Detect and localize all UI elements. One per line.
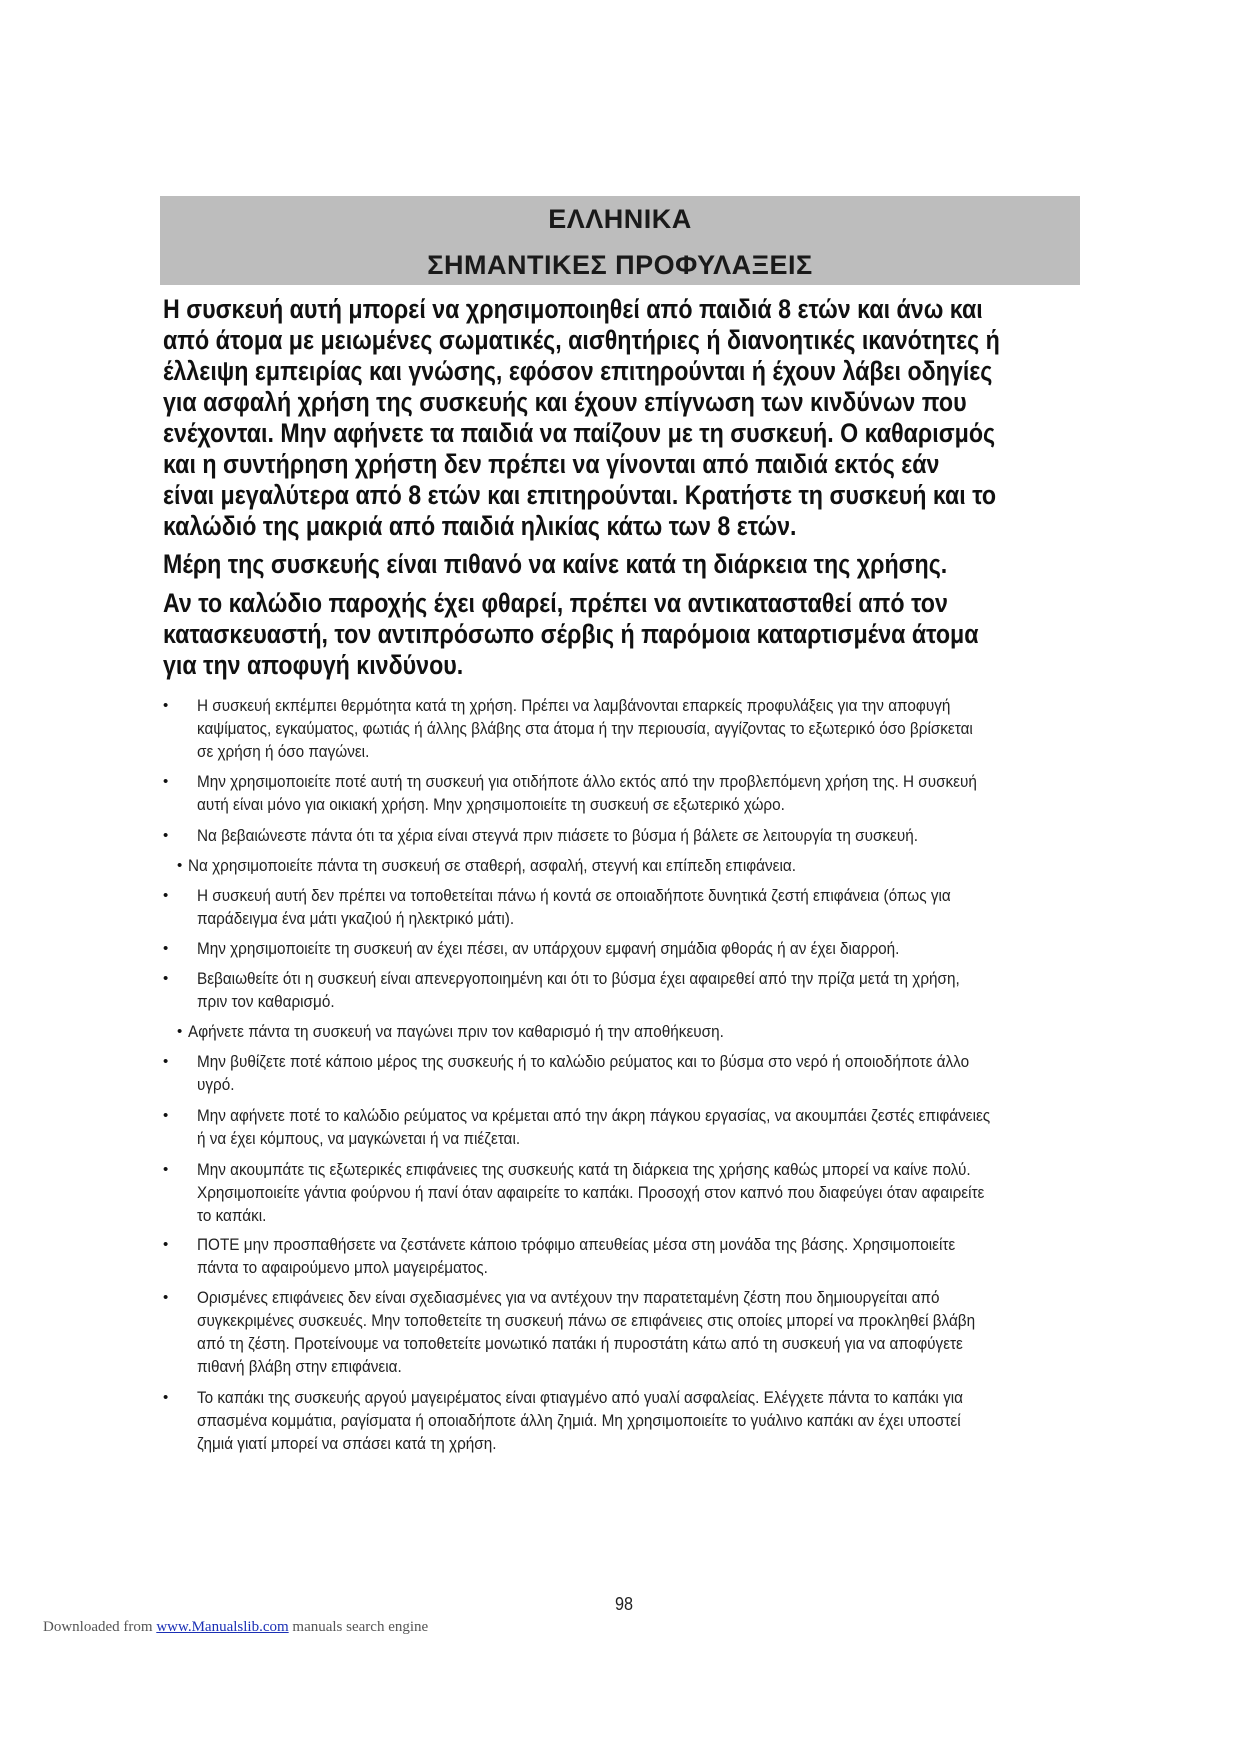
- bullet-icon: •: [163, 1389, 169, 1406]
- bullet-line: από τη ζέστη. Προτείνουμε να τοποθετείτε μονωτικό πατάκι ή πυροστάτη κάτω από τη συσκευή για να αποφύγετε: [197, 1334, 963, 1353]
- intro-line: έλλειψη εμπειρίας και γνώσης, εφόσον επιτηρούνται ή έχουν λάβει οδηγίες: [163, 356, 993, 386]
- bullet-icon: •: [163, 887, 169, 904]
- bullet-line: καψίματος, εγκαύματος, φωτιάς ή άλλης βλάβης στα άτομα ή την περιουσία, αγγίζοντας το εξωτερικό όσο βρίσκεται: [197, 719, 973, 738]
- bullet-line: συγκεκριμένες συσκευές. Μην τοποθετείτε τη συσκευή πάνω σε επιφάνειες στις οποίες μπορεί να προκληθεί βλάβη: [197, 1311, 976, 1330]
- intro-line: καλώδιό της μακριά από παιδιά ηλικίας κάτω των 8 ετών.: [163, 511, 797, 541]
- bullet-line: ζημιά γιατί μπορεί να σπάσει κατά τη χρήση.: [197, 1434, 497, 1453]
- bullet-icon: •: [177, 857, 183, 874]
- bullet-line: υγρό.: [197, 1075, 235, 1094]
- bullet-line: Να βεβαιώνεστε πάντα ότι τα χέρια είναι στεγνά πριν πιάσετε το βύσμα ή βάλετε σε λειτουργία τη συσκευή.: [197, 826, 919, 845]
- bullet-icon: •: [163, 1236, 169, 1253]
- section-title: ΣΗΜΑΝΤΙΚΕΣ ΠΡΟΦΥΛΑΞΕΙΣ: [427, 250, 813, 280]
- bullet-line: Μην ακουμπάτε τις εξωτερικές επιφάνειες της συσκευής κατά τη διάρκεια της χρήσης καθώς μπορεί να καίνε πολύ.: [197, 1160, 971, 1179]
- bullet-icon: •: [163, 970, 169, 987]
- bullet-line: αυτή είναι μόνο για οικιακή χρήση. Μην χρησιμοποιείτε τη συσκευή σε εξωτερικό χώρο.: [197, 795, 785, 814]
- download-footer: [43, 1619, 428, 1636]
- intro-paragraph: [163, 549, 1075, 580]
- bullet-line: Να χρησιμοποιείτε πάντα τη συσκευή σε σταθερή, ασφαλή, στεγνή και επίπεδη επιφάνεια.: [188, 856, 796, 875]
- bullet-line: Αφήνετε πάντα τη συσκευή να παγώνει πριν τον καθαρισμό ή την αποθήκευση.: [188, 1022, 724, 1041]
- bullet-icon: •: [163, 827, 169, 844]
- bullet-line: Η συσκευή εκπέμπει θερμότητα κατά τη χρήση. Πρέπει να λαμβάνονται επαρκείς προφυλάξεις για την αποφυγή: [197, 696, 951, 715]
- page-number: 98: [615, 1594, 634, 1614]
- intro-line: Η συσκευή αυτή μπορεί να χρησιμοποιηθεί από παιδιά 8 ετών και άνω και: [163, 294, 983, 324]
- manualslib-link[interactable]: www.Manualslib.com: [156, 1619, 289, 1635]
- bullet-line: Βεβαιωθείτε ότι η συσκευή είναι απενεργοποιημένη και ότι το βύσμα έχει αφαιρεθεί από την πρίζα μετά τη χρήση,: [197, 969, 960, 988]
- intro-line: Μέρη της συσκευής είναι πιθανό να καίνε κατά τη διάρκεια της χρήσης.: [163, 549, 948, 579]
- bullet-icon: •: [177, 1023, 183, 1040]
- bullet-icon: •: [163, 940, 169, 957]
- bullet-icon: •: [163, 1161, 169, 1178]
- section-header-banner: [160, 196, 1080, 285]
- bullet-icon: •: [163, 697, 169, 714]
- intro-line: Αν το καλώδιο παροχής έχει φθαρεί, πρέπει να αντικατασταθεί από τον: [163, 588, 948, 618]
- bullet-icon: •: [163, 773, 169, 790]
- bullet-line: Η συσκευή αυτή δεν πρέπει να τοποθετείται πάνω ή κοντά σε οποιαδήποτε δυνητικά ζεστή επιφάνεια (όπως για: [197, 886, 951, 905]
- intro-line: είναι μεγαλύτερα από 8 ετών και επιτηρούνται. Κρατήστε τη συσκευή και το: [163, 480, 997, 510]
- bullet-line: σε χρήση ή όσο παγώνει.: [197, 742, 370, 761]
- bullet-line: παράδειγμα ένα μάτι γκαζιού ή ηλεκτρικό μάτι).: [197, 909, 515, 928]
- intro-paragraph: [163, 294, 1136, 542]
- bullet-line: πιθανή βλάβη στην επιφάνεια.: [197, 1357, 402, 1376]
- bullet-line: πριν τον καθαρισμό.: [197, 992, 335, 1011]
- intro-line: κατασκευαστή, τον αντιπρόσωπο σέρβις ή παρόμοια καταρτισμένα άτομα: [163, 619, 979, 649]
- intro-line: ενέχονται. Μην αφήνετε τα παιδιά να παίζουν με τη συσκευή. Ο καθαρισμός: [163, 418, 996, 448]
- bullet-line: σπασμένα κομμάτια, ραγίσματα ή οποιαδήποτε άλλη ζημιά. Μη χρησιμοποιείτε το γυάλινο καπάκι αν έχει υποστεί: [197, 1411, 961, 1430]
- bullet-line: Μην χρησιμοποιείτε τη συσκευή αν έχει πέσει, αν υπάρχουν εμφανή σημάδια φθοράς ή αν έχει διαρροή.: [197, 939, 900, 958]
- bullet-line: πάντα το αφαιρούμενο μπολ μαγειρέματος.: [197, 1258, 488, 1277]
- bullet-icon: •: [163, 1107, 169, 1124]
- footer-suffix: manuals search engine: [288, 1619, 429, 1635]
- intro-line: για την αποφυγή κινδύνου.: [163, 650, 464, 680]
- intro-paragraph: [163, 588, 1111, 681]
- bullet-line: Μην αφήνετε ποτέ το καλώδιο ρεύματος να κρέμεται από την άκρη πάγκου εργασίας, να ακουμπάει ζεστές επιφάνειες: [197, 1106, 991, 1125]
- bullet-line: Το καπάκι της συσκευής αργού μαγειρέματος είναι φτιαγμένο από γυαλί ασφαλείας. Ελέγχετε πάντα το καπάκι για: [197, 1388, 963, 1407]
- intro-line: από άτομα με μειωμένες σωματικές, αισθητήριες ή διανοητικές ικανότητες ή: [163, 325, 1000, 355]
- bullet-icon: •: [163, 1053, 169, 1070]
- bullet-line: Χρησιμοποιείτε γάντια φούρνου ή πανί όταν αφαιρείτε το καπάκι. Προσοχή στον καπνό που διαφεύγει όταν αφαιρείτε: [197, 1183, 985, 1202]
- footer-prefix: Downloaded from: [43, 1619, 157, 1635]
- bullet-line: Μην χρησιμοποιείτε ποτέ αυτή τη συσκευή για οτιδήποτε άλλο εκτός από την προβλεπόμενη χρήση της. Η συσκευή: [197, 772, 977, 791]
- bullet-line: ΠΟΤΕ μην προσπαθήσετε να ζεστάνετε κάποιο τρόφιμο απευθείας μέσα στη μονάδα της βάσης. Χρησιμοποιείτε: [197, 1235, 956, 1254]
- bullet-line: ή να έχει κόμπους, να μαγκώνεται ή να πιέζεται.: [197, 1129, 521, 1148]
- bullet-line: Ορισμένες επιφάνειες δεν είναι σχεδιασμένες για να αντέχουν την παρατεταμένη ζέστη που δημιουργείται από: [197, 1288, 940, 1307]
- intro-line: και η συντήρηση χρήστη δεν πρέπει να γίνονται από παιδιά εκτός εάν: [163, 449, 940, 479]
- bullet-line: το καπάκι.: [197, 1206, 267, 1225]
- intro-line: για ασφαλή χρήση της συσκευής και έχουν επίγνωση των κινδύνων που: [163, 387, 967, 417]
- language-heading: ΕΛΛΗΝΙΚΑ: [548, 204, 692, 234]
- bullet-line: Μην βυθίζετε ποτέ κάποιο μέρος της συσκευής ή το καλώδιο ρεύματος και το βύσμα στο νερό ή οποιοδήποτε άλλο: [197, 1052, 970, 1071]
- bullet-icon: •: [163, 1289, 169, 1306]
